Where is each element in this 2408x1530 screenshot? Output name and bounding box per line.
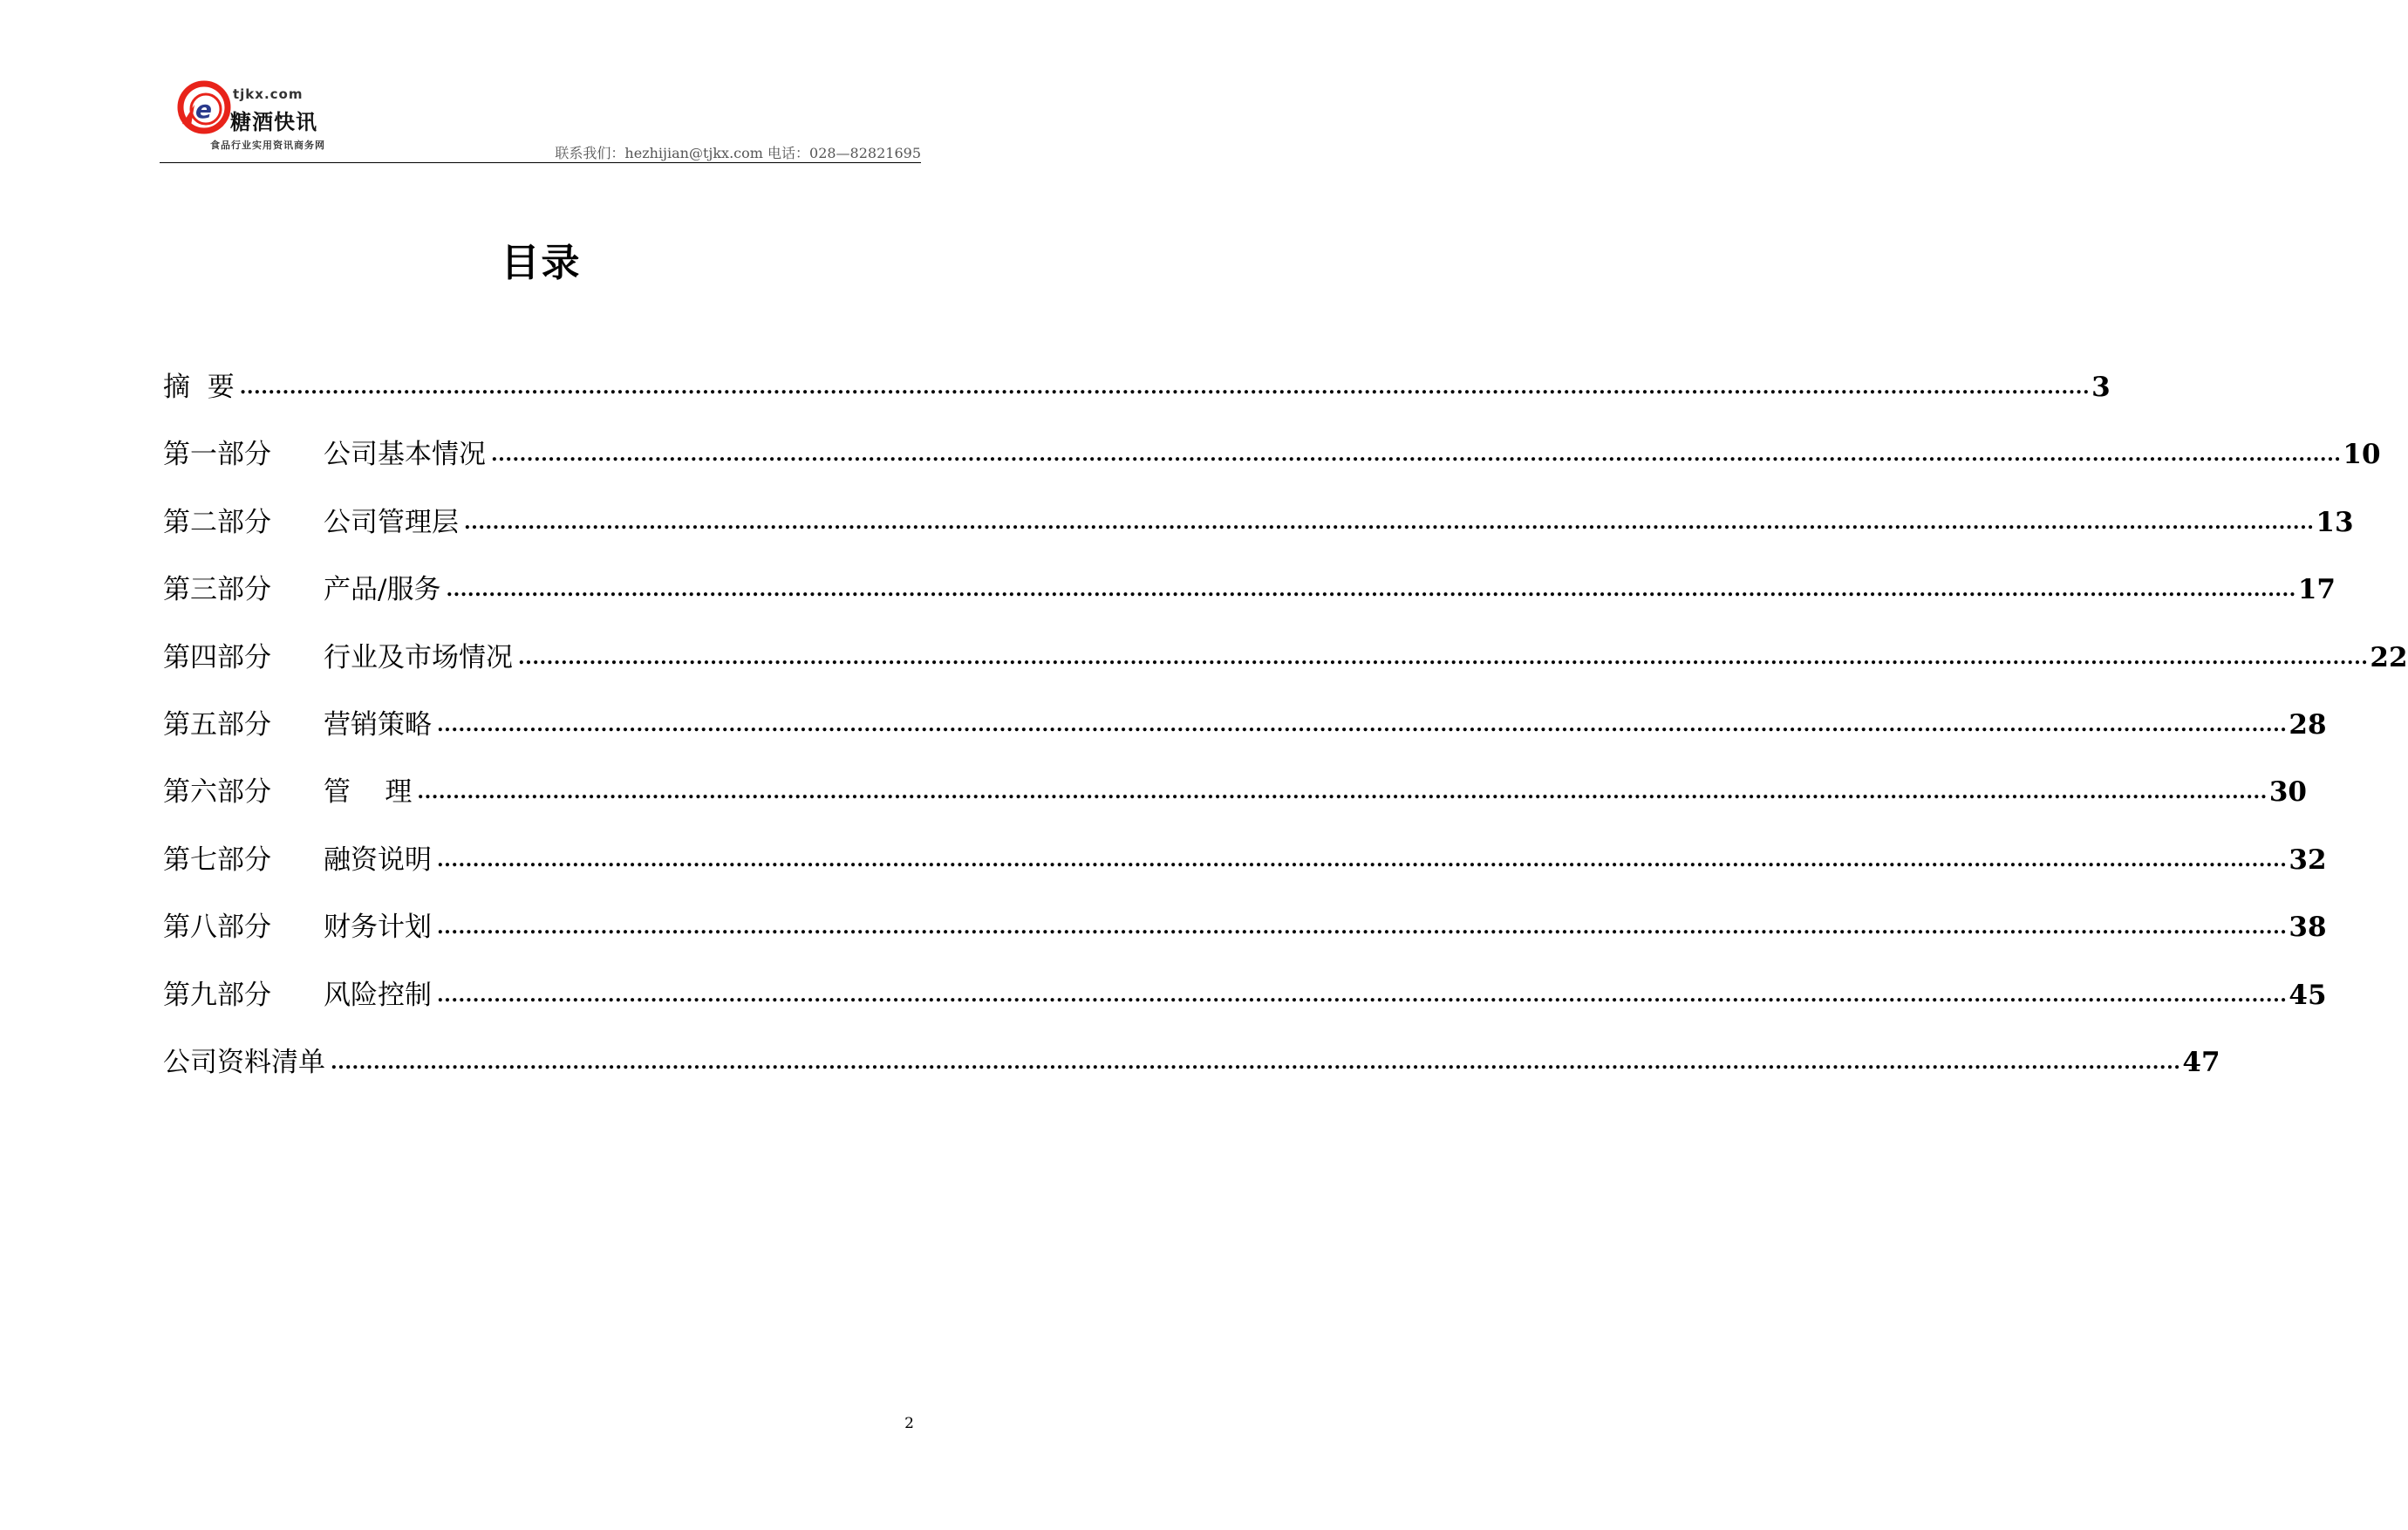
toc-entry-page: 17: [2297, 574, 2336, 606]
toc-entry-part: 第六部分: [163, 776, 271, 809]
toc-entry-part: 第一部分: [163, 439, 271, 471]
toc-entry[interactable]: [163, 639, 2408, 706]
toc-entry-part: 第八部分: [163, 912, 271, 944]
toc-entry-title: 摘 要: [163, 372, 235, 403]
logo-domain: tjkx.com: [233, 86, 304, 102]
toc-dot-leader: ....................................................................................................................................................................................................................................................................: [491, 443, 2342, 467]
toc-entry-page: 45: [2289, 979, 2327, 1011]
toc-entry-title: 公司管理层: [324, 506, 459, 538]
toc-entry-part: 第三部分: [163, 574, 271, 606]
logo-name: 糖酒快讯: [230, 110, 317, 134]
toc-entry[interactable]: [163, 435, 2381, 502]
toc-entry-page: 30: [2268, 776, 2307, 809]
toc-entry[interactable]: [163, 908, 2327, 975]
toc-entry-page: 10: [2343, 439, 2381, 471]
toc-entry-title: 管 理: [324, 776, 413, 809]
logo-tagline: 食品行业实用资讯商务网: [210, 140, 325, 151]
toc-entry-part: 第二部分: [163, 506, 271, 538]
table-of-contents: [163, 368, 2408, 1110]
toc-entry-title: 行业及市场情况: [324, 641, 513, 673]
toc-entry[interactable]: [163, 976, 2327, 1043]
toc-entry-page: 3: [2091, 372, 2111, 403]
page-title: 目录: [501, 241, 582, 285]
toc-dot-leader: ....................................................................................................................................................................................................................................................................: [446, 578, 2296, 602]
toc-dot-leader: ....................................................................................................................................................................................................................................................................: [437, 983, 2288, 1007]
toc-entry[interactable]: [163, 706, 2327, 773]
toc-dot-leader: ....................................................................................................................................................................................................................................................................: [239, 376, 2091, 399]
toc-entry-page: 13: [2316, 506, 2354, 538]
toc-entry-page: 38: [2289, 912, 2327, 944]
e-logo-icon: [177, 80, 231, 134]
toc-entry-page: 32: [2289, 844, 2327, 876]
svg-text:e: e: [195, 95, 212, 124]
toc-entry-title: 营销策略: [324, 708, 432, 741]
toc-entry-part: 第五部分: [163, 708, 271, 741]
toc-entry[interactable]: [163, 841, 2327, 908]
toc-entry-title: 融资说明: [324, 844, 432, 876]
toc-entry[interactable]: [163, 503, 2354, 570]
toc-dot-leader: ....................................................................................................................................................................................................................................................................: [518, 645, 2369, 669]
toc-entry-part: 第九部分: [163, 979, 271, 1011]
toc-entry-part: 第七部分: [163, 844, 271, 876]
toc-entry[interactable]: [163, 773, 2307, 840]
toc-entry-title: 公司资料清单: [163, 1046, 325, 1078]
toc-dot-leader: ....................................................................................................................................................................................................................................................................: [464, 510, 2315, 534]
toc-entry-page: 28: [2289, 708, 2327, 741]
contact-info: 联系我们：hezhijian@tjkx.com 电话：028—82821695: [555, 145, 921, 161]
header-divider: [160, 162, 921, 163]
toc-entry-title: 风险控制: [324, 979, 432, 1011]
toc-entry-page: 22: [2370, 641, 2408, 673]
site-logo[interactable]: [177, 80, 351, 155]
toc-entry[interactable]: [163, 1043, 2220, 1110]
toc-dot-leader: ....................................................................................................................................................................................................................................................................: [437, 848, 2288, 871]
toc-dot-leader: ....................................................................................................................................................................................................................................................................: [437, 713, 2288, 736]
toc-entry[interactable]: [163, 570, 2336, 638]
page-number: 2: [904, 1415, 914, 1432]
toc-dot-leader: ....................................................................................................................................................................................................................................................................: [417, 781, 2268, 804]
toc-entry-title: 产品/服务: [324, 574, 441, 606]
toc-dot-leader: ....................................................................................................................................................................................................................................................................: [437, 916, 2288, 939]
toc-dot-leader: ....................................................................................................................................................................................................................................................................: [331, 1050, 2181, 1074]
toc-entry[interactable]: [163, 368, 2111, 435]
toc-entry-title: 公司基本情况: [324, 439, 486, 471]
toc-entry-title: 财务计划: [324, 912, 432, 944]
toc-entry-part: 第四部分: [163, 641, 271, 673]
toc-entry-page: 47: [2182, 1046, 2220, 1078]
